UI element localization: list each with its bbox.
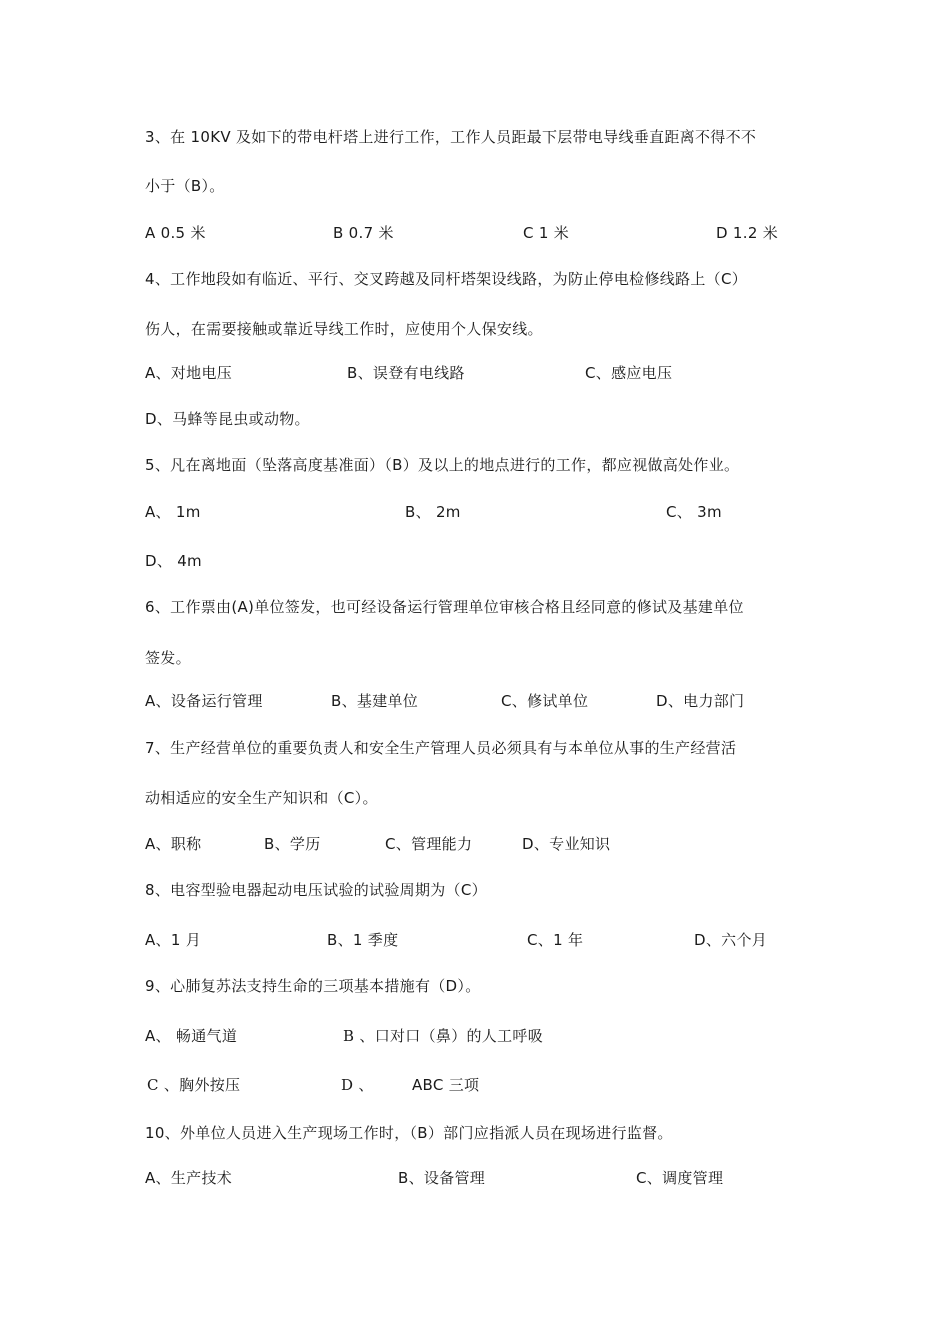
question-8-stem-line-1: 8、电容型验电器起动电压试验的试验周期为（C） [145,881,487,899]
question-6-option-a: A、设备运行管理 [145,692,263,710]
question-7-option-c: C、管理能力 [385,835,473,853]
question-10-option-c: C、调度管理 [636,1169,724,1187]
question-6-stem-line-2: 签发。 [145,649,191,667]
question-9-option-c: C 、胸外按压 [147,1076,241,1094]
question-5-option-b: B、 2m [405,503,461,521]
question-8-option-b: B、1 季度 [327,931,399,949]
question-3-option-b: B 0.7 米 [333,224,394,242]
question-4-stem-line-1: 4、工作地段如有临近、平行、交叉跨越及同杆塔架设线路，为防止停电检修线路上（C） [145,270,748,288]
question-5-option-c: C、 3m [666,503,722,521]
question-8-option-a: A、1 月 [145,931,202,949]
question-10-option-b: B、设备管理 [398,1169,486,1187]
question-4-option-c: C、感应电压 [585,364,673,382]
question-5-option-d: D、 4m [145,552,202,570]
question-6-option-c: C、修试单位 [501,692,589,710]
question-9-option-d-text: ABC 三项 [412,1076,480,1094]
question-7-stem-line-1: 7、生产经营单位的重要负责人和安全生产管理人员必须具有与本单位从事的生产经营活 [145,739,737,757]
question-4-option-b: B、误登有电线路 [347,364,465,382]
question-4-option-d: D、马蜂等昆虫或动物。 [145,410,310,428]
question-7-stem-line-2: 动相适应的安全生产知识和（C）。 [145,789,378,807]
question-8-option-c: C、1 年 [527,931,584,949]
question-6-option-d: D、电力部门 [656,692,745,710]
question-5-stem-line-1: 5、凡在离地面（坠落高度基准面）（B）及以上的地点进行的工作，都应视做高处作业。 [145,456,740,474]
question-3-option-d: D 1.2 米 [716,224,779,242]
question-3-stem-line-2: 小于（B）。 [145,177,225,195]
question-9-stem-line-1: 9、心肺复苏法支持生命的三项基本措施有（D）。 [145,977,481,995]
question-4-stem-line-2: 伤人，在需要接触或靠近导线工作时，应使用个人保安线。 [145,320,543,338]
question-10-stem-line-1: 10、外单位人员进入生产现场工作时，（B）部门应指派人员在现场进行监督。 [145,1124,673,1142]
question-9-option-a: A、 畅通气道 [145,1027,238,1045]
question-6-option-b: B、基建单位 [331,692,419,710]
question-4-option-a: A、对地电压 [145,364,233,382]
question-6-stem-line-1: 6、工作票由(A)单位签发，也可经设备运行管理单位审核合格且经同意的修试及基建单位 [145,598,744,616]
question-9-option-b: B 、口对口（鼻）的人工呼吸 [343,1027,543,1045]
question-5-option-a: A、 1m [145,503,201,521]
question-10-option-a: A、生产技术 [145,1169,233,1187]
question-8-option-d: D、六个月 [694,931,768,949]
question-3-option-c: C 1 米 [523,224,570,242]
question-3-option-a: A 0.5 米 [145,224,206,242]
question-3-stem-line-1: 3、在 10KV 及如下的带电杆塔上进行工作，工作人员距最下层带电导线垂直距离不得不不 [145,128,757,146]
question-7-option-a: A、职称 [145,835,202,853]
question-9-option-d: D 、 [341,1076,374,1094]
question-7-option-b: B、学历 [264,835,321,853]
question-7-option-d: D、专业知识 [522,835,611,853]
